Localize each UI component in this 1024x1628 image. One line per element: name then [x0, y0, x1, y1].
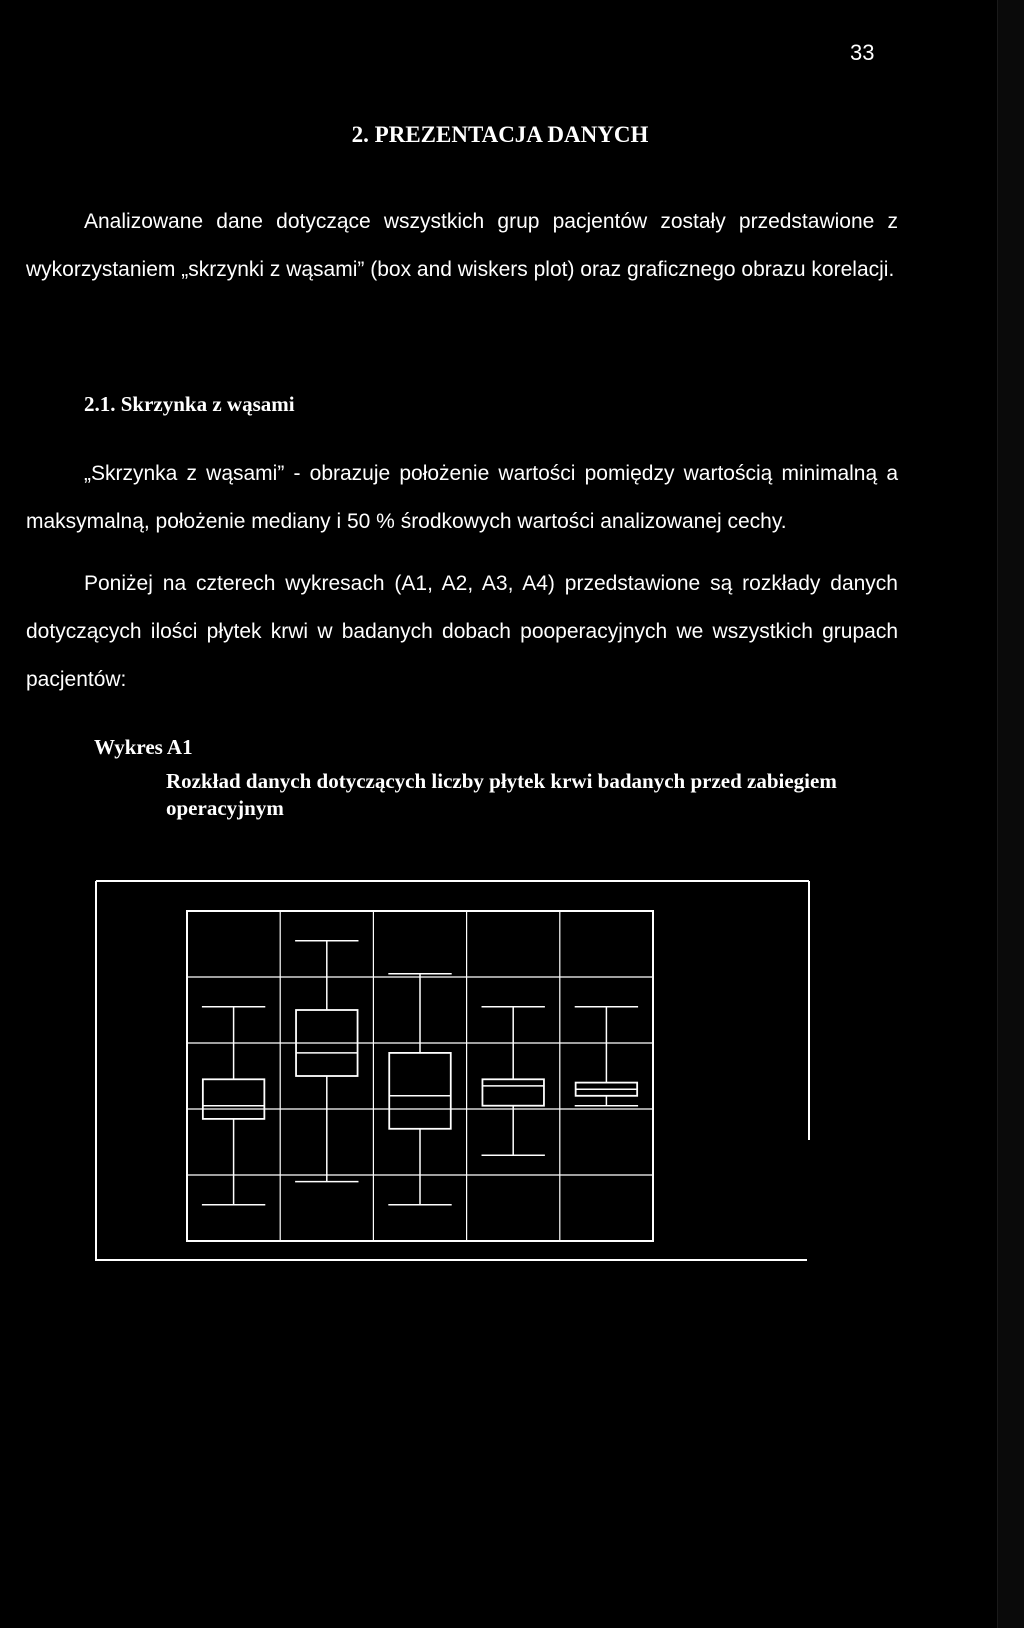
box-plot-svg [95, 880, 832, 1262]
box-plot-chart [95, 880, 832, 1262]
paragraph-charts-intro [26, 560, 898, 704]
paragraph-definition [26, 450, 898, 546]
box-iqr [482, 1079, 544, 1105]
figure-title: Rozkład danych dotyczących liczby płytek krwi badanych przed zabiegiem operacyjnym [166, 769, 837, 820]
paragraph-intro-text: Analizowane dane dotyczące wszystkich grup pacjentów zostały przedstawione z wykorzystaniem „skrzynki z wąsami” (box and wiskers plot) oraz graficznego obrazu korelacji. [26, 210, 898, 281]
box-iqr [203, 1079, 265, 1119]
scan-page-edge [997, 0, 1024, 1628]
paragraph-intro [26, 198, 898, 294]
section-heading: 2. PREZENTACJA DANYCH [351, 122, 649, 147]
box-iqr [389, 1053, 451, 1129]
page-number: 33 [850, 40, 875, 65]
subsection-heading: 2.1. Skrzynka z wąsami [84, 392, 295, 416]
figure-label: Wykres A1 [94, 735, 193, 759]
paragraph-charts-intro-text: Poniżej na czterech wykresach (A1, A2, A3, A4) przedstawione są rozkłady danych dotyczących ilości płytek krwi w badanych dobach pooperacyjnych we wszystkich grupach pacjentów: [26, 572, 898, 691]
paragraph-definition-text: „Skrzynka z wąsami” - obrazuje położenie wartości pomiędzy wartością minimalną a maksymalną, położenie mediany i 50 % środkowych wartości analizowanej cechy. [26, 462, 898, 533]
